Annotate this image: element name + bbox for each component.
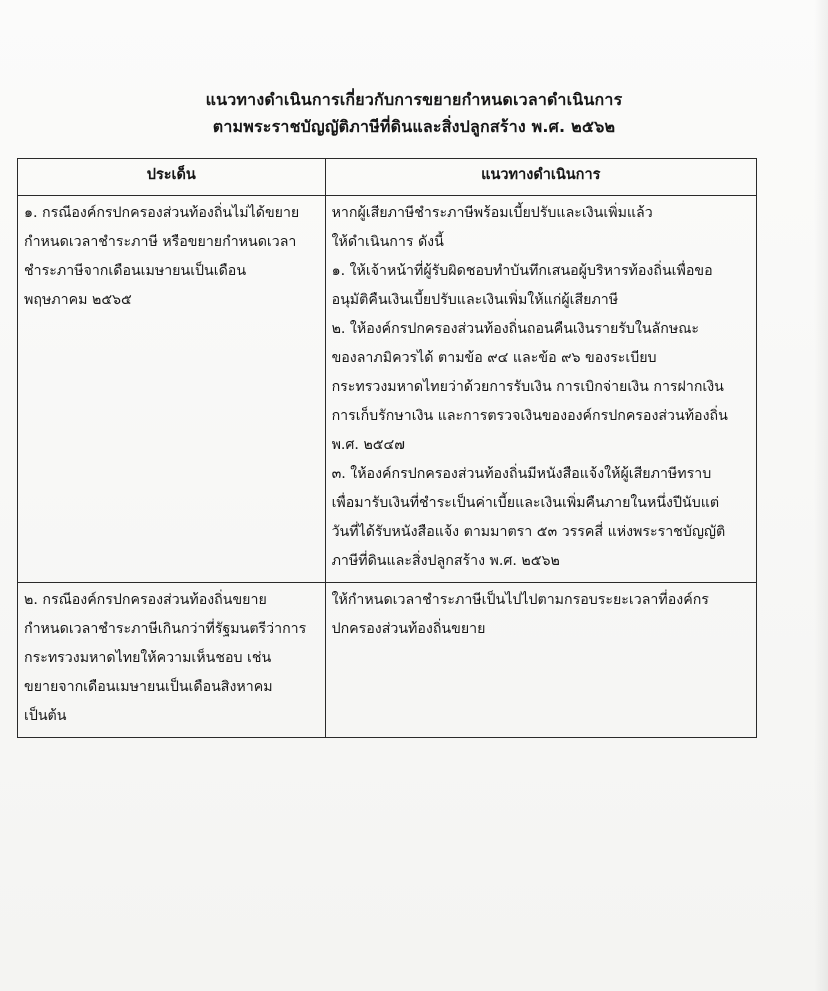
guideline-line: ให้ดำเนินการ ดังนี้ [331, 234, 444, 250]
title-line-1: แนวทางดำเนินการเกี่ยวกับการขยายกำหนดเวลาดำเนินการ [205, 90, 623, 109]
guideline-line: ปกครองส่วนท้องถิ่นขยาย [331, 621, 486, 637]
title-line-2: ตามพระราชบัญญัติภาษีที่ดินและสิ่งปลูกสร้าง พ.ศ. ๒๕๖๒ [212, 117, 616, 136]
scan-edge-shadow [814, 0, 828, 991]
guideline-line: ๒. ให้องค์กรปกครองส่วนท้องถิ่นถอนคืนเงินรายรับในลักษณะ [331, 321, 699, 337]
guideline-line: เพื่อมารับเงินที่ชำระเป็นค่าเบี้ยและเงินเพิ่มคืนภายในหนึ่งปีนับแต่ [331, 495, 720, 511]
guideline-line: พ.ศ. ๒๕๔๗ [331, 437, 405, 453]
guideline-cell [325, 196, 756, 583]
table-row [18, 196, 757, 583]
guideline-line: หากผู้เสียภาษีชำระภาษีพร้อมเบี้ยปรับและเงินเพิ่มแล้ว [331, 205, 653, 221]
guideline-line: วันที่ได้รับหนังสือแจ้ง ตามมาตรา ๕๓ วรรคสี่ แห่งพระราชบัญญัติ [331, 524, 726, 540]
guideline-table [17, 158, 757, 738]
issue-line: กระทรวงมหาดไทยให้ความเห็นชอบ เช่น [24, 650, 272, 666]
issue-line: ขยายจากเดือนเมษายนเป็นเดือนสิงหาคม [24, 679, 273, 695]
guideline-line: ๓. ให้องค์กรปกครองส่วนท้องถิ่นมีหนังสือแจ้งให้ผู้เสียภาษีทราบ [331, 466, 712, 482]
guideline-line: การเก็บรักษาเงิน และการตรวจเงินขององค์กรปกครองส่วนท้องถิ่น [331, 408, 728, 424]
issue-line: ๑. กรณีองค์กรปกครองส่วนท้องถิ่นไม่ได้ขยาย [24, 205, 300, 221]
guideline-line: ภาษีที่ดินและสิ่งปลูกสร้าง พ.ศ. ๒๕๖๒ [331, 553, 560, 569]
guideline-line: ๑. ให้เจ้าหน้าที่ผู้รับผิดชอบทำบันทึกเสนอผู้บริหารท้องถิ่นเพื่อขอ [331, 263, 713, 279]
issue-line: พฤษภาคม ๒๕๖๕ [24, 292, 132, 308]
issue-line: กำหนดเวลาชำระภาษีเกินกว่าที่รัฐมนตรีว่าการ [24, 621, 307, 637]
guideline-line: ของลาภมิควรได้ ตามข้อ ๙๔ และข้อ ๙๖ ของระเบียบ [331, 350, 657, 366]
issue-line: เป็นต้น [24, 708, 67, 724]
header-guideline: แนวทางดำเนินการ [325, 159, 756, 196]
guideline-line: กระทรวงมหาดไทยว่าด้วยการรับเงิน การเบิกจ่ายเงิน การฝากเงิน [331, 379, 724, 395]
header-issue: ประเด็น [18, 159, 326, 196]
guideline-cell [325, 583, 756, 738]
table-header-row [18, 159, 757, 196]
issue-cell [18, 196, 326, 583]
issue-line: กำหนดเวลาชำระภาษี หรือขยายกำหนดเวลา [24, 234, 297, 250]
guideline-line: อนุมัติคืนเงินเบี้ยปรับและเงินเพิ่มให้แก่ผู้เสียภาษี [331, 292, 619, 308]
document-title [0, 86, 828, 140]
issue-line: ชำระภาษีจากเดือนเมษายนเป็นเดือน [24, 263, 247, 279]
issue-cell [18, 583, 326, 738]
guideline-line: ให้กำหนดเวลาชำระภาษีเป็นไปไปตามกรอบระยะเวลาที่องค์กร [331, 592, 709, 608]
table-row [18, 583, 757, 738]
issue-line: ๒. กรณีองค์กรปกครองส่วนท้องถิ่นขยาย [24, 592, 267, 608]
